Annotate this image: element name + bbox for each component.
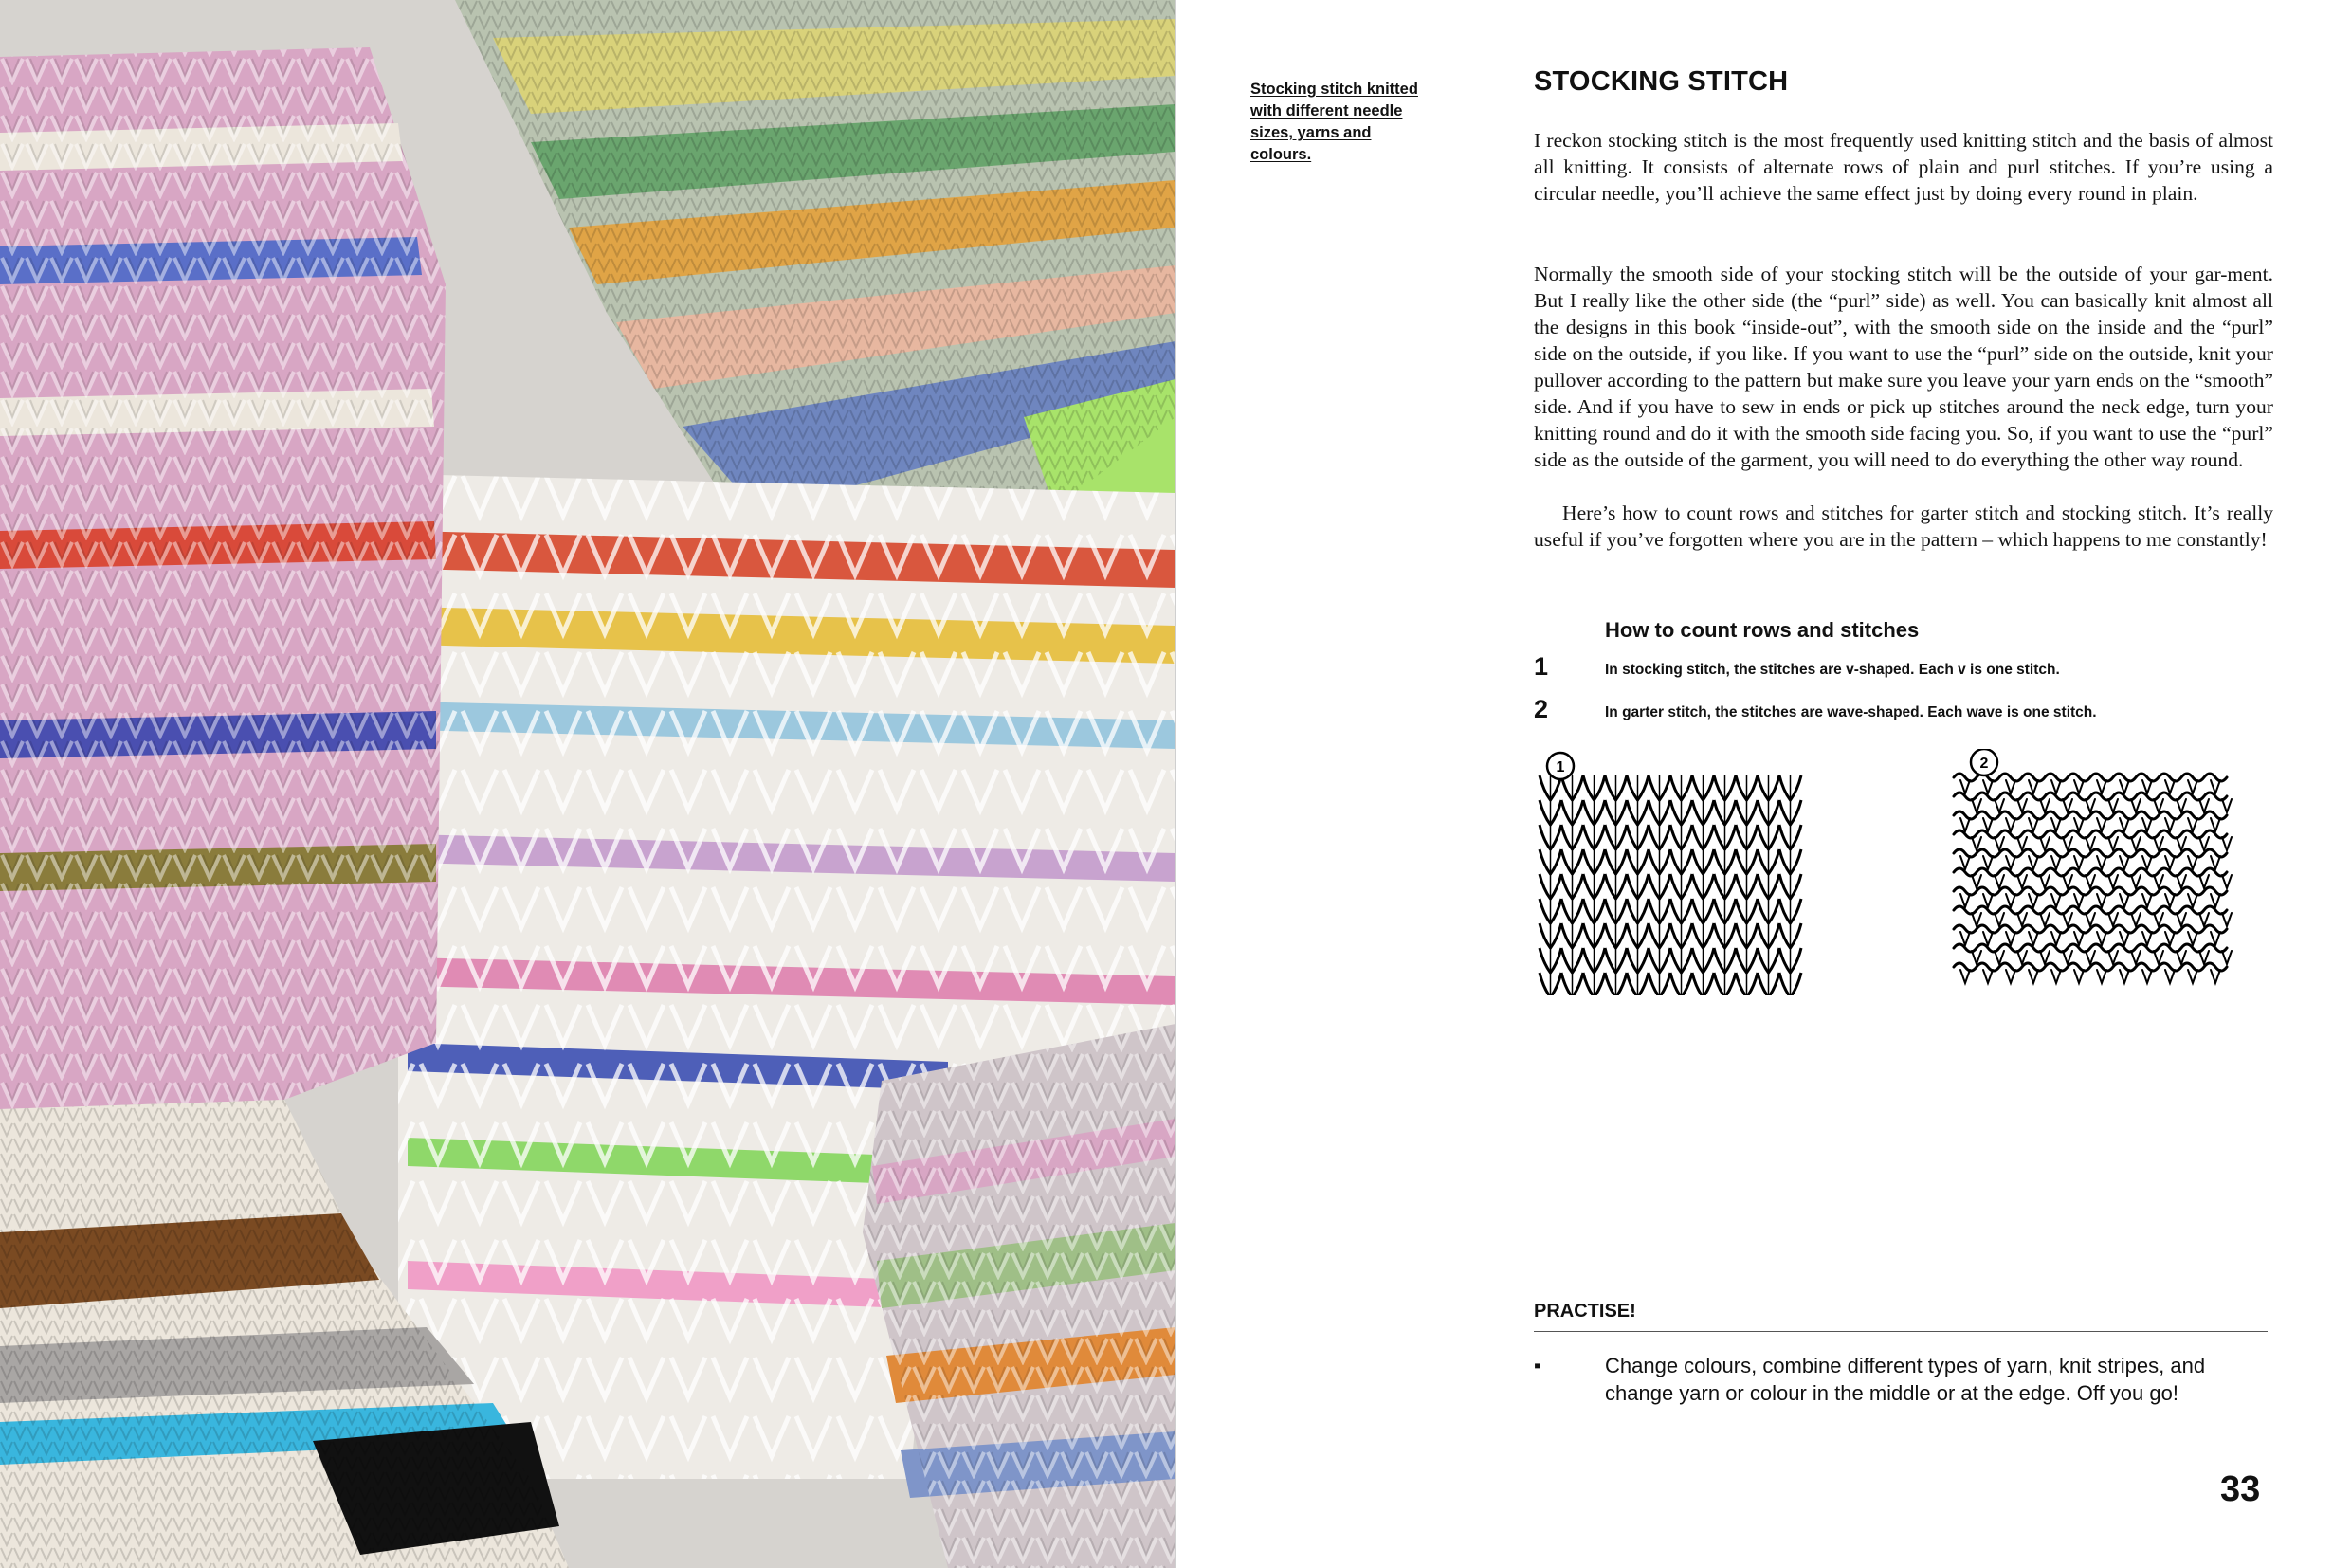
- stitch-bump: [2051, 932, 2061, 945]
- stitch-bump: [2051, 894, 2061, 907]
- stitch-bump: [2029, 856, 2038, 869]
- stitch-bump: [2051, 856, 2061, 869]
- practise-divider: [1534, 1331, 2268, 1332]
- stitch-bump: [2006, 894, 2015, 907]
- stitch-bump: [2040, 913, 2050, 926]
- stitch-bump: [2188, 780, 2197, 793]
- page-number: 33: [2220, 1469, 2261, 1509]
- stitch-bump: [2142, 970, 2152, 983]
- stitch-bump: [2211, 856, 2220, 869]
- practise-title: PRACTISE!: [1534, 1301, 1636, 1322]
- stitch-bump: [1960, 780, 1970, 793]
- stitch-bump: [2142, 818, 2152, 831]
- stitch-bump: [2165, 780, 2175, 793]
- stitch-bump: [1960, 856, 1970, 869]
- stitch-bump: [2040, 837, 2050, 850]
- stitch-bump: [1983, 780, 1993, 793]
- stitch-bump: [2120, 970, 2129, 983]
- stitch-bump: [2040, 799, 2050, 812]
- stitch-bump: [2074, 932, 2084, 945]
- stitch-bump: [2017, 837, 2027, 850]
- stitch-bump: [2131, 837, 2141, 850]
- stitch-bump: [2222, 913, 2232, 926]
- stitch-bump: [2051, 818, 2061, 831]
- stitch-bump: [2188, 932, 2197, 945]
- stitch-bump: [1983, 970, 1993, 983]
- stitch-bump: [2165, 894, 2175, 907]
- stitch-bump: [2131, 875, 2141, 888]
- stitch-bump: [2142, 780, 2152, 793]
- stitch-bump: [2108, 799, 2118, 812]
- stitch-bump: [2142, 894, 2152, 907]
- stitch-bump: [2165, 970, 2175, 983]
- stitch-bump: [2097, 932, 2106, 945]
- stitch-bump: [1983, 818, 1993, 831]
- stitch-bump: [2051, 780, 2061, 793]
- stitch-bump: [2222, 837, 2232, 850]
- stitch-bump: [1960, 932, 1970, 945]
- stitch-bump: [2108, 951, 2118, 964]
- stitch-bump: [2006, 856, 2015, 869]
- stitch-bump: [2120, 856, 2129, 869]
- diagram-badge: [1547, 753, 1574, 779]
- stitch-bump: [2188, 970, 2197, 983]
- stitch-bump: [2040, 951, 2050, 964]
- stitch-bump: [2074, 780, 2084, 793]
- stitch-bump: [2120, 894, 2129, 907]
- stitch-bump: [2006, 780, 2015, 793]
- stitch-bump: [2074, 894, 2084, 907]
- stitch-bump: [2097, 818, 2106, 831]
- stitch-bump: [2222, 875, 2232, 888]
- stitch-bump: [2063, 837, 2072, 850]
- stitch-bump: [2154, 875, 2163, 888]
- stitch-bump: [1960, 970, 1970, 983]
- purl-side-paragraph: Normally the smooth side of your stocking stitch will be the outside of your gar-ment. But I really like the other side (the “purl” side) as well. You can basically knit almost all the designs in this book “inside-out”, with the smooth side on the inside and the “purl” side on the outside, if you like. If you want to use the “purl” side on the outside, knit your pullover according to the pattern but make sure you leave your yarn ends on the “smooth” side. And if you have to sew in ends or pick up stitches around the neck edge, turn your knitting round and do it with the smooth side facing you. So, if you want to use the “purl” side as the outside of the garment, you will need to do everything the other way round.: [1534, 263, 2273, 471]
- page-heading: STOCKING STITCH: [1534, 66, 1789, 97]
- stitch-bump: [2029, 894, 2038, 907]
- stitch-bump: [1995, 913, 2004, 926]
- stitch-bump: [2017, 875, 2027, 888]
- stitch-bump: [2211, 970, 2220, 983]
- stitch-bump: [2006, 932, 2015, 945]
- stitch-bump: [2131, 799, 2141, 812]
- stitch-bump: [2017, 799, 2027, 812]
- bullet-icon: ▪: [1534, 1356, 1541, 1377]
- stitch-bump: [2017, 951, 2027, 964]
- counting-paragraph: Here’s how to count rows and stitches for garter stitch and stocking stitch. It’s really useful if you’ve forgotten where you are in the pattern – which happens to me constantly!: [1534, 501, 2273, 551]
- stitch-bump: [2211, 780, 2220, 793]
- stitch-bump: [1972, 875, 1981, 888]
- stitch-bump: [1972, 799, 1981, 812]
- stitch-bump: [2199, 799, 2209, 812]
- stitch-bump: [2029, 932, 2038, 945]
- stitch-bump: [2211, 932, 2220, 945]
- stitch-bump: [2131, 913, 2141, 926]
- practise-text: Change colours, combine different types of yarn, knit stripes, and change yarn or colour in the middle or at the edge. Off you go!: [1605, 1354, 2206, 1405]
- stitch-bump: [2199, 875, 2209, 888]
- stitch-bump: [2154, 837, 2163, 850]
- stitch-bump: [2177, 875, 2186, 888]
- multicolour-swatch-bottom: [863, 1024, 1176, 1568]
- stitch-bump: [2165, 818, 2175, 831]
- stitch-bump: [2222, 951, 2232, 964]
- badge-number: 1: [1556, 759, 1565, 775]
- photo-caption: Stocking stitch knitted with different needle sizes, yarns and colours.: [1250, 81, 1418, 163]
- stitch-bump: [1972, 837, 1981, 850]
- pink-chunky-swatch: [0, 47, 446, 1109]
- stitch-bump: [2154, 951, 2163, 964]
- stitch-bump: [2063, 951, 2072, 964]
- stitch-bump: [2097, 894, 2106, 907]
- stitch-bump: [2199, 951, 2209, 964]
- stitch-bump: [2154, 913, 2163, 926]
- stitch-bump: [1960, 894, 1970, 907]
- stitch-bump: [2131, 951, 2141, 964]
- stitch-bump: [2086, 951, 2095, 964]
- stitch-bump: [2029, 818, 2038, 831]
- intro-paragraph: I reckon stocking stitch is the most frequently used knitting stitch and the basis of almost all knitting. It consists of alternate rows of plain and purl stitches. If you’re using a circular needle, you’ll achieve the same effect just by doing every round in plain.: [1534, 129, 2273, 205]
- stitch-bump: [2074, 970, 2084, 983]
- stitch-bump: [2120, 932, 2129, 945]
- stitch-bump: [1983, 932, 1993, 945]
- stitch-bump: [2006, 970, 2015, 983]
- stitch-bump: [1995, 875, 2004, 888]
- step-text: In garter stitch, the stitches are wave-shaped. Each wave is one stitch.: [1605, 704, 2097, 720]
- stitch-bump: [2188, 818, 2197, 831]
- stitch-bump: [2188, 856, 2197, 869]
- stitch-bump: [2211, 894, 2220, 907]
- stitch-bump: [2177, 799, 2186, 812]
- stitch-bump: [2199, 913, 2209, 926]
- stitch-bump: [2154, 799, 2163, 812]
- stitch-bump: [1995, 799, 2004, 812]
- stitch-bump: [2142, 856, 2152, 869]
- badge-number: 2: [1979, 756, 1989, 772]
- stitch-bump: [2120, 780, 2129, 793]
- stitch-bump: [2188, 894, 2197, 907]
- stitch-bump: [2142, 932, 2152, 945]
- stitch-bump: [2063, 799, 2072, 812]
- diagram-badge: [1971, 749, 1997, 775]
- stitch-bump: [2074, 818, 2084, 831]
- stitch-bump: [2017, 913, 2027, 926]
- stitch-bump: [2222, 799, 2232, 812]
- stitch-bump: [2074, 856, 2084, 869]
- stitch-bump: [2029, 780, 2038, 793]
- stitch-bump: [2051, 970, 2061, 983]
- stitch-bump: [2165, 932, 2175, 945]
- text-page: [1176, 0, 2351, 1568]
- stitch-bump: [2040, 875, 2050, 888]
- stitch-bump: [2120, 818, 2129, 831]
- stitch-bump: [2006, 818, 2015, 831]
- stitch-bump: [2177, 913, 2186, 926]
- stitch-bump: [2063, 875, 2072, 888]
- stitch-bump: [2199, 837, 2209, 850]
- stitch-bump: [2086, 875, 2095, 888]
- stitch-bump: [2097, 970, 2106, 983]
- stitch-bump: [1983, 894, 1993, 907]
- stitch-bump: [2177, 951, 2186, 964]
- stitch-bump: [2086, 837, 2095, 850]
- stitch-bump: [1995, 951, 2004, 964]
- stitch-bump: [2211, 818, 2220, 831]
- stitch-bump: [2165, 856, 2175, 869]
- howto-title: How to count rows and stitches: [1605, 618, 1920, 642]
- stitch-bump: [2097, 780, 2106, 793]
- stitch-bump: [1995, 837, 2004, 850]
- stitch-wave: [1954, 774, 2227, 781]
- stitch-bump: [2108, 837, 2118, 850]
- stitch-bump: [2029, 970, 2038, 983]
- stocking-stitch-diagram: [1532, 749, 1816, 999]
- stitch-bump: [2108, 913, 2118, 926]
- stitch-bump: [2177, 837, 2186, 850]
- stitch-bump: [1960, 818, 1970, 831]
- stitch-bump: [1972, 951, 1981, 964]
- stitch-bump: [2086, 799, 2095, 812]
- stitch-bump: [1983, 856, 1993, 869]
- stitch-bump: [2063, 913, 2072, 926]
- step-text: In stocking stitch, the stitches are v-shaped. Each v is one stitch.: [1605, 662, 2060, 678]
- stitch-bump: [2097, 856, 2106, 869]
- stitch-bump: [2108, 875, 2118, 888]
- stitch-bump: [1972, 913, 1981, 926]
- step-number: 2: [1534, 695, 1549, 723]
- garter-stitch-diagram: [1944, 749, 2238, 999]
- stitch-bump: [2086, 913, 2095, 926]
- step-number: 1: [1534, 652, 1549, 681]
